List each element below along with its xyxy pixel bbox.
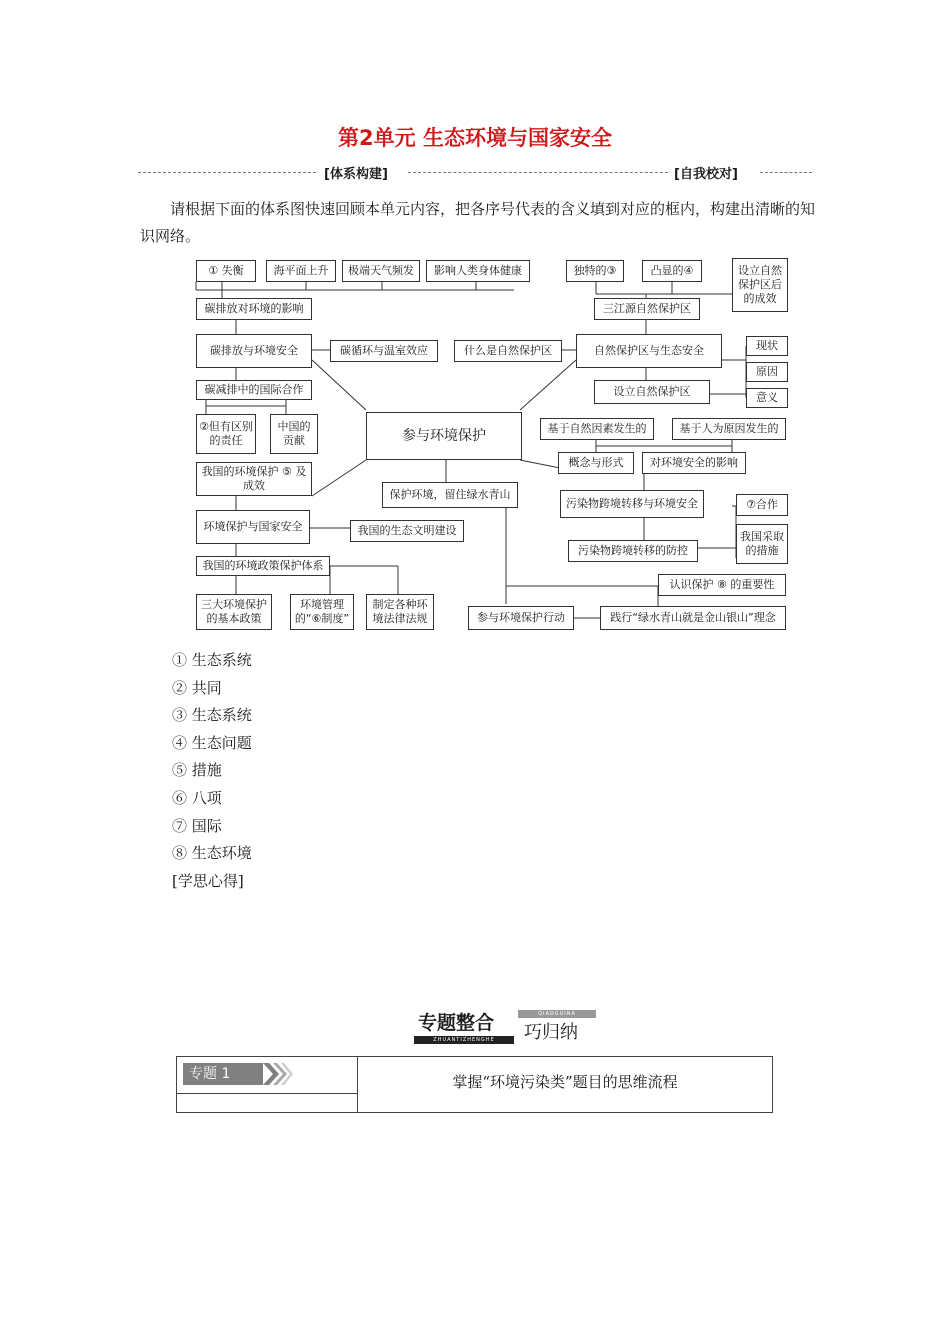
node-shiheng: ① 失衡: [196, 260, 256, 282]
node-huanbao-guojia: 环境保护与国家安全: [196, 510, 310, 544]
node-jianxing: 践行“绿水青山就是金山银山”理念: [600, 606, 786, 630]
topic-divider: [177, 1093, 357, 1094]
stripes-icon: [263, 1063, 293, 1085]
node-xingdong: 参与环境保护行动: [468, 606, 574, 630]
node-zhongguo: 中国的贡献: [270, 414, 318, 454]
node-fangkong: 污染物跨境转移的防控: [568, 540, 698, 562]
banner-sub: 巧归纳: [524, 1022, 578, 1043]
node-yuanyin: 原因: [746, 362, 788, 382]
topic-table: [176, 1056, 773, 1113]
node-duihuanjing: 对环境安全的影响: [642, 452, 746, 474]
answer-item: ⑥ 八项: [172, 788, 222, 807]
node-gainian: 概念与形式: [558, 452, 634, 474]
node-sanda: 三大环境保护的基本政策: [196, 594, 272, 630]
answer-item: ③ 生态系统: [172, 706, 252, 725]
node-guanli: 环境管理的“⑥制度”: [290, 594, 354, 630]
concept-map: [176, 248, 790, 644]
node-tanpaifang-ying: 碳排放对环境的影响: [196, 298, 312, 320]
node-liuzhu: 保护环境，留住绿水青山: [382, 482, 518, 508]
node-baohuqu-anquan: 自然保护区与生态安全: [576, 334, 722, 368]
node-wuran-zhuanyi: 污染物跨境转移与环境安全: [560, 490, 704, 518]
node-renshi: 认识保护 ⑧ 的重要性: [658, 574, 786, 596]
node-ziran-yinsu: 基于自然因素发生的: [540, 418, 654, 440]
answer-item: ④ 生态问题: [172, 733, 252, 752]
answer-item: ⑧ 生态环境: [172, 844, 252, 863]
node-xianzhuang: 现状: [746, 336, 788, 356]
answer-list: [172, 647, 252, 895]
node-renwei: 基于人为原因发生的: [672, 418, 786, 440]
node-tanjianpai: 碳减排中的国际合作: [196, 380, 312, 400]
node-hezuo: ⑦合作: [736, 494, 788, 516]
node-woguo-huanbao: 我国的环境保护 ⑤ 及成效: [196, 462, 312, 496]
node-shengtai-wenming: 我国的生态文明建设: [350, 520, 464, 542]
node-haiping: 海平面上升: [266, 260, 336, 282]
node-shenme: 什么是自然保护区: [454, 340, 562, 362]
banner-pinyin-left: ZHUANTIZHENGHE: [414, 1036, 514, 1044]
node-tuxian: 凸显的④: [642, 260, 702, 282]
node-sheli: 设立自然保护区: [594, 380, 710, 404]
section-tag-left: [体系构建]: [320, 163, 392, 182]
node-danyouqu: ②但有区别的责任: [196, 414, 256, 454]
answer-item: ⑦ 国际: [172, 816, 222, 835]
node-zhengce-tixi: 我国的环境政策保护体系: [196, 556, 330, 576]
node-jiduan: 极端天气频发: [342, 260, 420, 282]
page-title: 第2单元 生态环境与国家安全: [338, 126, 612, 150]
node-center: 参与环境保护: [366, 412, 522, 460]
topic-badge: 专题 1: [183, 1063, 263, 1085]
topic-text: 掌握“环境污染类”题目的思维流程: [452, 1073, 678, 1091]
intro-paragraph: 请根据下面的体系图快速回顾本单元内容，把各序号代表的含义填到对应的框内，构建出清晰的知识网络。: [140, 200, 816, 245]
reflection-label: [学思心得]: [172, 871, 244, 890]
answer-item: ⑤ 措施: [172, 761, 222, 780]
section-tag-right: [自我校对]: [670, 163, 742, 182]
banner-main: 专题整合: [418, 1012, 495, 1034]
section-divider: [760, 172, 812, 173]
section-banner: [412, 1006, 592, 1046]
node-sanjiangyuan: 三江源自然保护区: [594, 298, 700, 320]
answer-item: ① 生态系统: [172, 651, 252, 669]
node-zhiding: 制定各种环境法律法规: [366, 594, 434, 630]
section-divider: [138, 172, 316, 173]
node-tanxunhuan: 碳循环与温室效应: [330, 340, 438, 362]
node-dute: 独特的③: [566, 260, 624, 282]
section-divider: [408, 172, 668, 173]
banner-pinyin-right: QIAOGUINA: [518, 1010, 596, 1018]
node-caiqu: 我国采取的措施: [736, 524, 788, 564]
node-yiyi: 意义: [746, 388, 788, 408]
node-sheli-houchengxiao: 设立自然保护区后的成效: [732, 258, 788, 312]
node-yingxiang: 影响人类身体健康: [426, 260, 530, 282]
answer-item: ② 共同: [172, 678, 222, 697]
node-tanpaifang-an: 碳排放与环境安全: [196, 334, 312, 368]
